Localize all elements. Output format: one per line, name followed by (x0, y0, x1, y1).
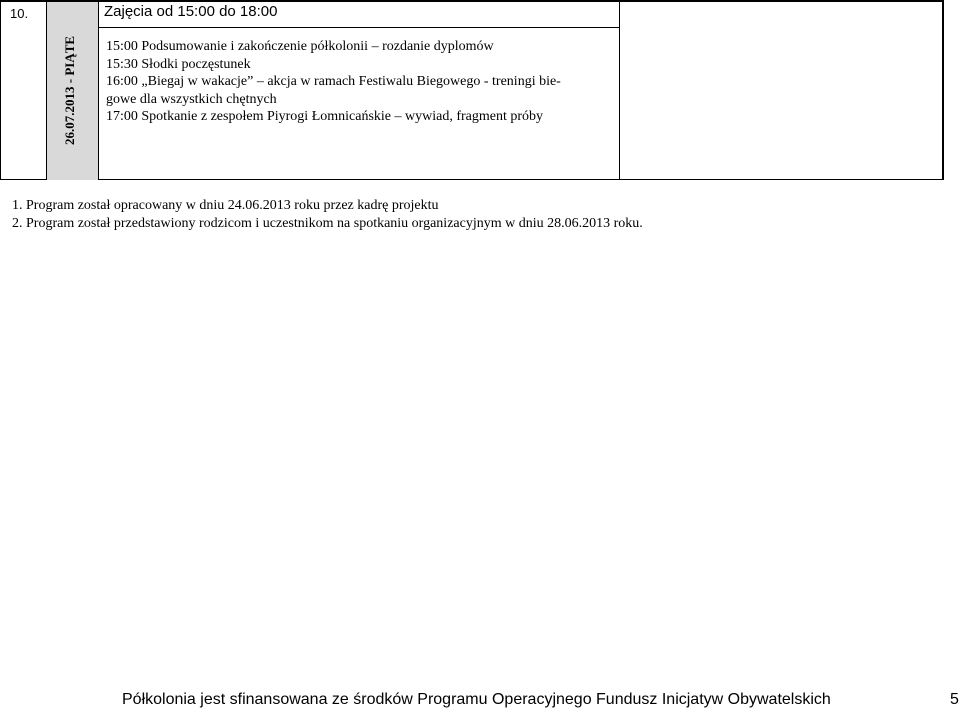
table-border-right (942, 0, 944, 180)
schedule-list (106, 38, 606, 126)
schedule-line: 15:00 Podsumowanie i zakończenie półkolonii – rozdanie dyplomów (106, 39, 494, 54)
notes-list (12, 197, 643, 233)
schedule-line: 15:30 Słodki poczęstunek (106, 56, 251, 72)
page-number: 5 (950, 691, 959, 708)
table-divider-right (619, 0, 620, 180)
schedule-line: 17:00 Spotkanie z zespołem Piyrogi Łomnicańskie – wywiad, fragment próby (106, 109, 544, 124)
note-item: 2. Program został przedstawiony rodzicom i uczestnikom na spotkaniu organizacyjnym w dniu 28.06.2013 roku. (12, 216, 643, 231)
program-table (0, 0, 944, 180)
date-label: 26.07.2013 - PIĄTE (62, 35, 77, 145)
footer-text: Półkolonia jest sfinansowana ze środków Programu Operacyjnego Fundusz Inicjatyw Obywatelskich (122, 691, 831, 708)
row-number: 10. (10, 6, 29, 21)
session-header: Zajęcia od 15:00 do 18:00 (104, 3, 278, 20)
table-border-top (0, 0, 944, 2)
table-border-left (0, 0, 1, 180)
note-item: 1. Program został opracowany w dniu 24.06.2013 roku przez kadrę projektu (12, 198, 439, 213)
schedule-line: 16:00 „Biegaj w wakacje” – akcja w ramach Festiwalu Biegowego - treningi bie- (106, 74, 561, 89)
schedule-line: gowe dla wszystkich chętnych (106, 91, 277, 107)
table-border-bottom (0, 179, 944, 180)
table-divider-header (98, 27, 619, 28)
